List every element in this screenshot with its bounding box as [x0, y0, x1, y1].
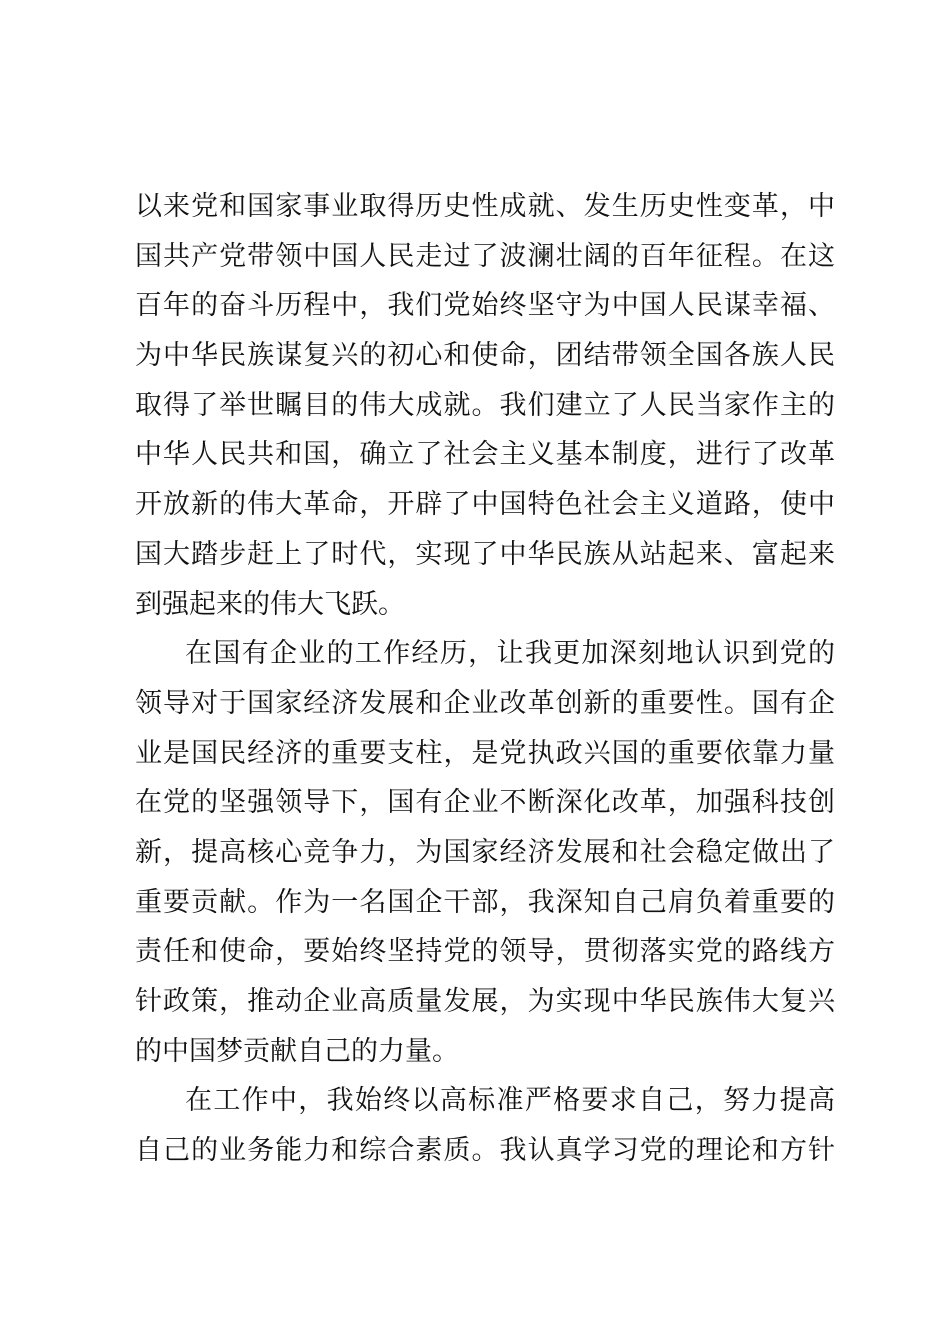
- paragraph-1: [135, 182, 835, 629]
- body-text: [135, 182, 835, 1176]
- text-line: 取得了举世瞩目的伟大成就。我们建立了人民当家作主的: [135, 389, 835, 421]
- text-line: 国大踏步赶上了时代，实现了中华民族从站起来、富起来: [135, 538, 835, 570]
- text-line: 新，提高核心竞争力，为国家经济发展和社会稳定做出了: [135, 836, 835, 868]
- text-line: 在国有企业的工作经历，让我更加深刻地认识到党的: [185, 638, 835, 670]
- text-line: 责任和使命，要始终坚持党的领导，贯彻落实党的路线方: [135, 936, 835, 968]
- text-line: 针政策，推动企业高质量发展，为实现中华民族伟大复兴: [135, 986, 835, 1017]
- text-line: 国共产党带领中国人民走过了波澜壮阔的百年征程。在这: [135, 240, 835, 272]
- text-line: 的中国梦贡献自己的力量。: [135, 1035, 459, 1067]
- text-line: 领导对于国家经济发展和企业改革创新的重要性。国有企: [135, 687, 835, 719]
- text-line: 为中华民族谋复兴的初心和使命，团结带领全国各族人民: [135, 340, 835, 372]
- text-line: 业是国民经济的重要支柱，是党执政兴国的重要依靠力量: [135, 737, 835, 769]
- paragraph-2: [135, 629, 835, 1076]
- text-line: 中华人民共和国，确立了社会主义基本制度，进行了改革: [135, 439, 835, 471]
- text-line: 自己的业务能力和综合素质。我认真学习党的理论和方针: [135, 1135, 835, 1167]
- text-line: 开放新的伟大革命，开辟了中国特色社会主义道路，使中: [135, 489, 835, 521]
- text-line: 百年的奋斗历程中，我们党始终坚守为中国人民谋幸福、: [135, 290, 835, 322]
- text-line: 在党的坚强领导下，国有企业不断深化改革，加强科技创: [135, 787, 835, 819]
- text-line: 重要贡献。作为一名国企干部，我深知自己肩负着重要的: [135, 886, 835, 918]
- text-line: 到强起来的伟大飞跃。: [135, 588, 405, 620]
- text-line: 在工作中，我始终以高标准严格要求自己，努力提高: [185, 1085, 835, 1117]
- text-line: 以来党和国家事业取得历史性成就、发生历史性变革，中: [135, 191, 835, 222]
- paragraph-3: [135, 1076, 835, 1175]
